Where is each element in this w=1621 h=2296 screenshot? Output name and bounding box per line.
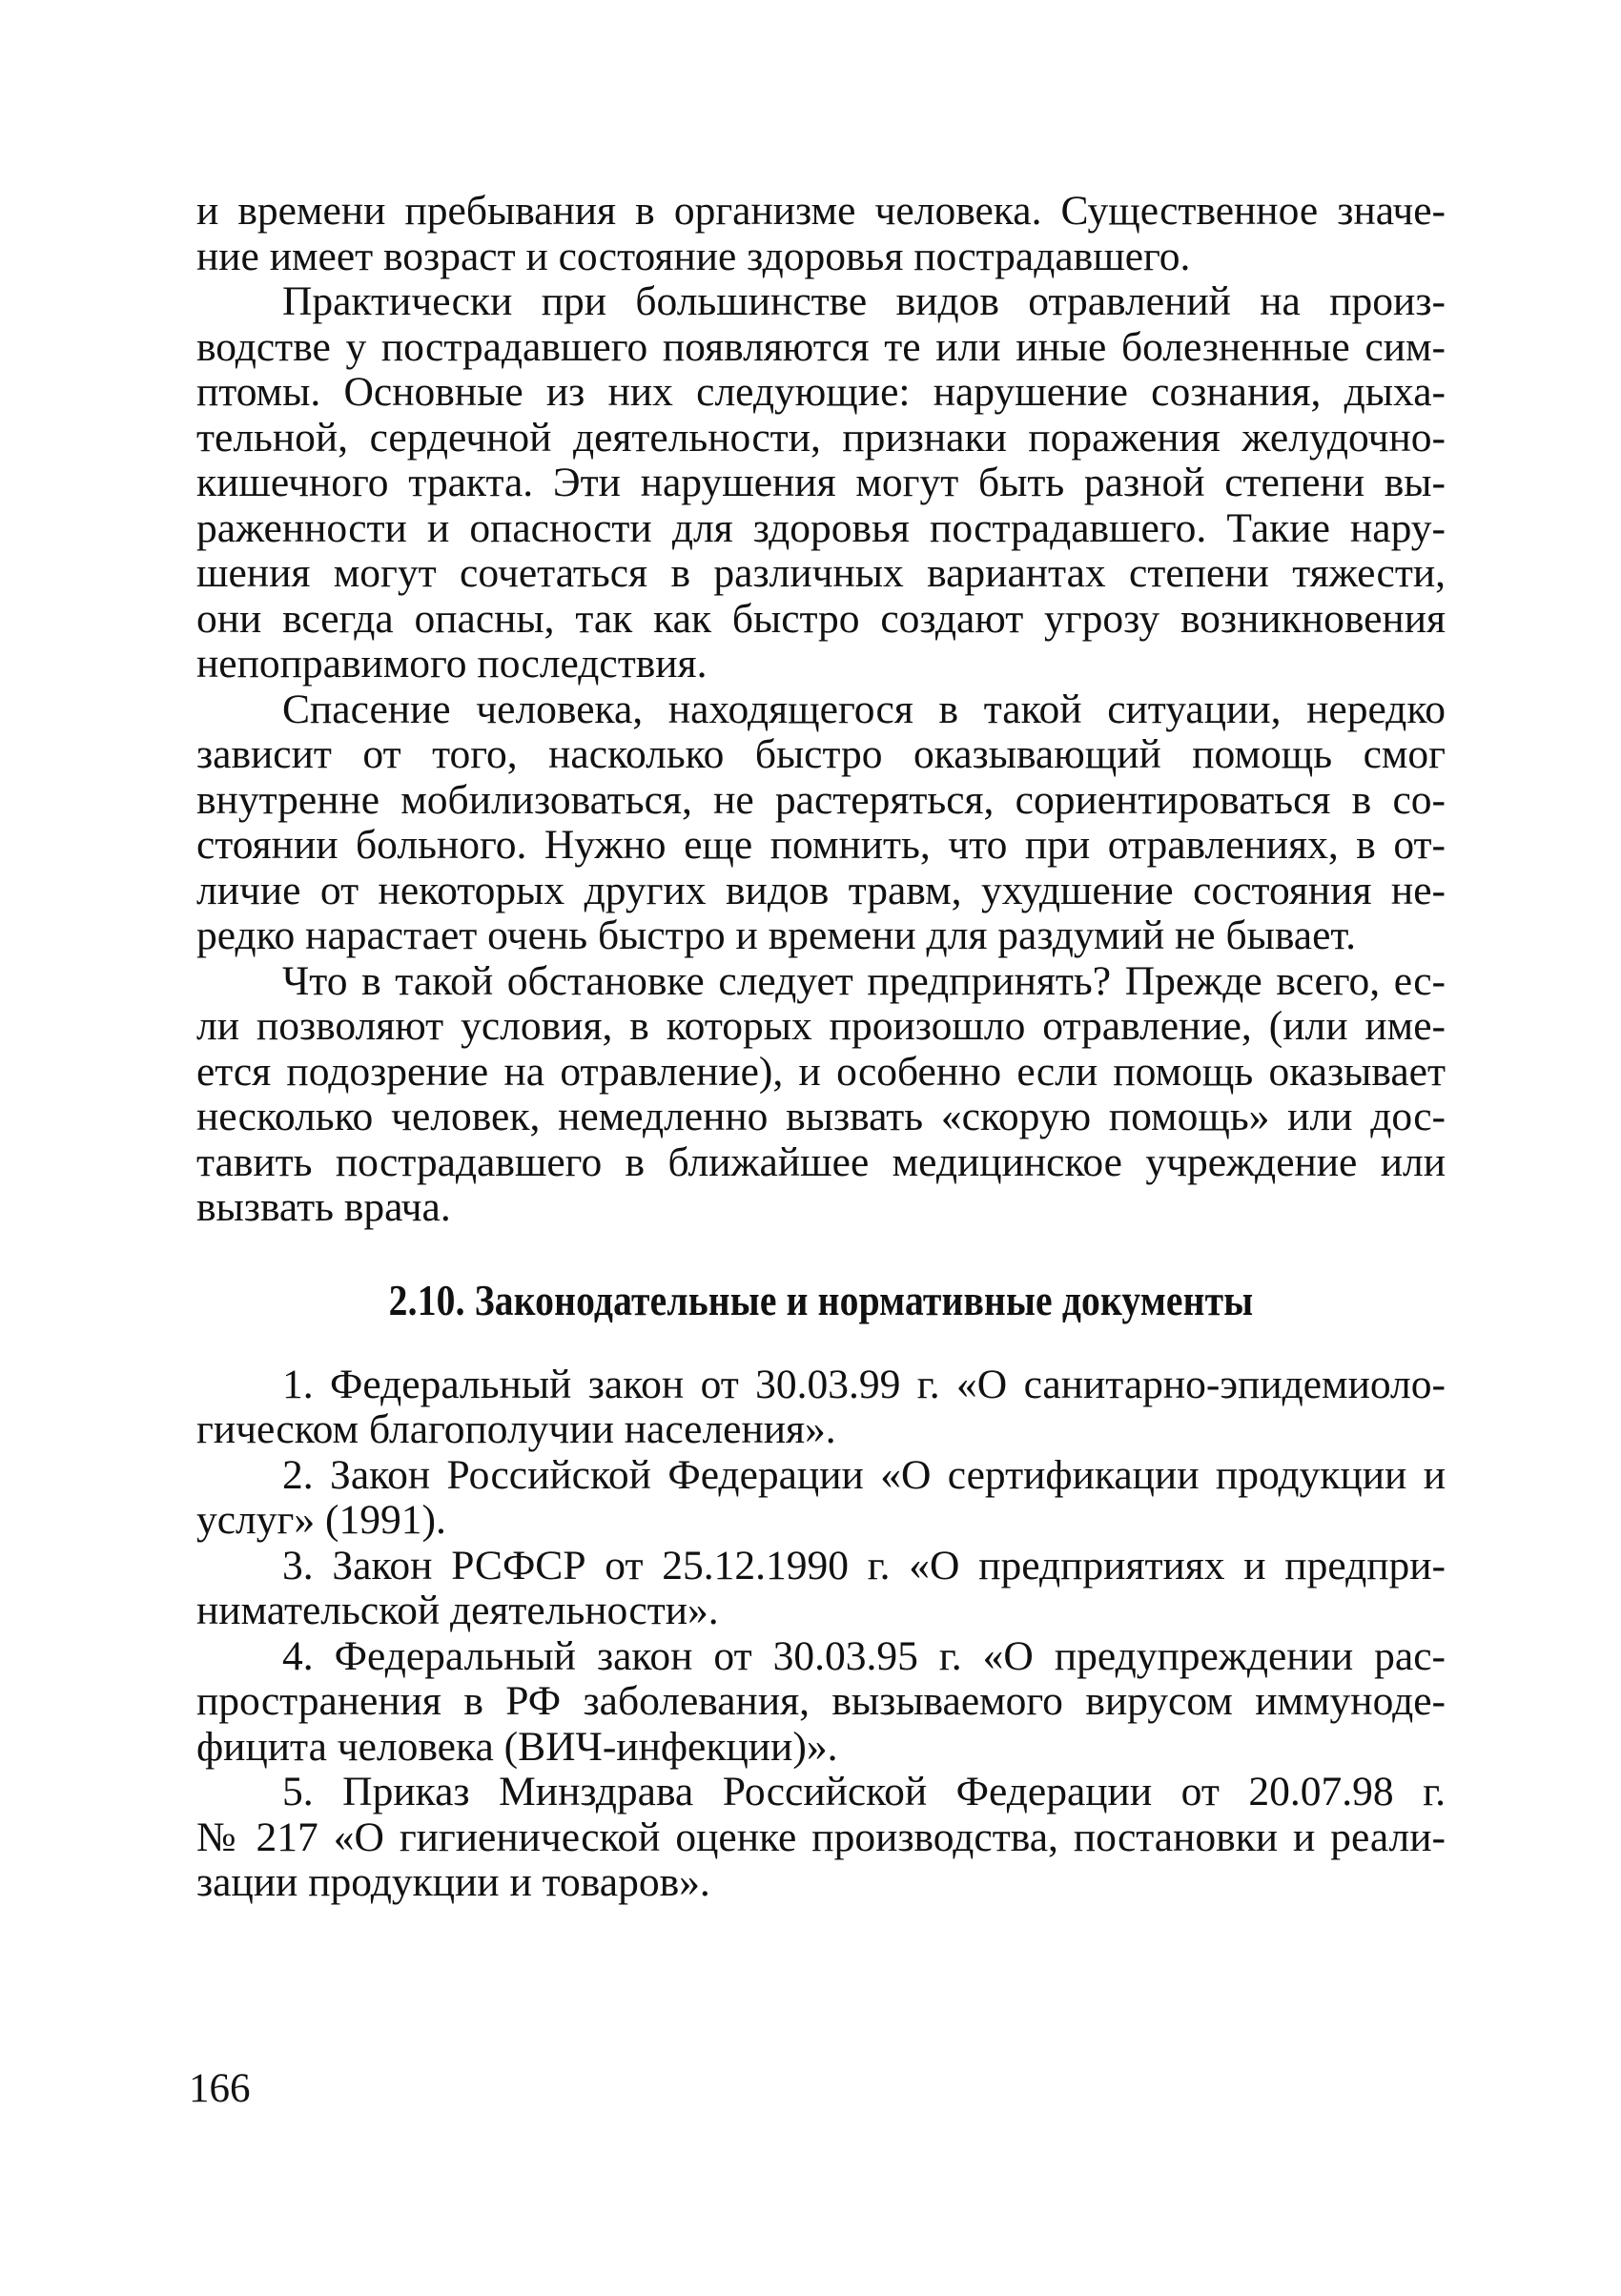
- list-item: [196, 1770, 1446, 1906]
- text-line: 2. Закон Российской Федерации «О сертификации продукции и: [282, 1451, 1446, 1498]
- text-line: 4. Федеральный закон от 30.03.95 г. «О предупреждении рас-: [282, 1632, 1446, 1679]
- text-line: Спасение человека, находящегося в такой ситуации, нередко: [282, 686, 1446, 732]
- page-number: 166: [189, 2066, 251, 2111]
- text-line: нимательской деятельности».: [196, 1588, 719, 1633]
- text-line: раженности и опасности для здоровья пострадавшего. Такие нару-: [196, 504, 1446, 551]
- text-line: ние имеет возраст и состояние здоровья пострадавшего.: [196, 233, 1191, 279]
- text-line: 1. Федеральный закон от 30.03.99 г. «О санитарно-эпидемиоло-: [282, 1361, 1446, 1407]
- text-line: кишечного тракта. Эти нарушения могут быть разной степени вы-: [196, 460, 1446, 505]
- paragraph: [196, 189, 1446, 279]
- list-item: [196, 1634, 1446, 1771]
- text-line: Что в такой обстановке следует предпринять? Прежде всего, ес-: [282, 957, 1446, 1004]
- text-line: фицита человека (ВИЧ-инфекции)».: [196, 1723, 838, 1770]
- text-line: зависит от того, насколько быстро оказывающий помощь смог: [196, 731, 1446, 777]
- text-line: Практически при большинстве видов отравлений на произ-: [282, 278, 1446, 324]
- text-line: непоправимого последствия.: [196, 641, 708, 687]
- text-line: тельной, сердечной деятельности, признаки поражения желудочно-: [196, 414, 1446, 461]
- text-line: услуг» (1991).: [196, 1497, 446, 1543]
- text-line: тавить пострадавшего в ближайшее медицинское учреждение или: [196, 1138, 1446, 1185]
- text-line: редко нарастает очень быстро и времени для раздумий не бывает.: [196, 912, 1357, 958]
- page-body: [196, 189, 1446, 1906]
- text-line: птомы. Основные из них следующие: нарушение сознания, дыха-: [196, 369, 1446, 415]
- text-line: № 217 «О гигиенической оценке производства, постановки и реали-: [196, 1814, 1446, 1860]
- text-line: пространения в РФ заболевания, вызываемого вирусом иммуноде-: [196, 1678, 1446, 1724]
- list-item: [196, 1363, 1446, 1453]
- section-heading: 2.10. Законодательные и нормативные документы: [388, 1275, 1254, 1324]
- text-line: вызвать врача.: [196, 1184, 451, 1230]
- paragraph: [196, 279, 1446, 687]
- text-line: ется подозрение на отравление), и особенно если помощь оказывает: [196, 1048, 1446, 1095]
- text-line: зации продукции и товаров».: [196, 1859, 710, 1905]
- paragraph: [196, 959, 1446, 1231]
- text-line: шения могут сочетаться в различных вариантах степени тяжести,: [196, 550, 1446, 596]
- text-line: ли позволяют условия, в которых произошло отравление, (или име-: [196, 1003, 1446, 1049]
- text-line: внутренне мобилизоваться, не растеряться, сориентироваться в со-: [196, 776, 1446, 823]
- list-item: [196, 1544, 1446, 1634]
- text-line: они всегда опасны, так как быстро создают угрозу возникновения: [196, 595, 1446, 642]
- text-line: несколько человек, немедленно вызвать «скорую помощь» или дос-: [196, 1094, 1446, 1139]
- text-line: личие от некоторых других видов травм, ухудшение состояния не-: [196, 867, 1446, 913]
- text-line: водстве у пострадавшего появляются те или иные болезненные сим-: [196, 323, 1446, 370]
- paragraph: [196, 687, 1446, 959]
- text-line: 5. Приказ Минздрава Российской Федерации от 20.07.98 г.: [282, 1769, 1446, 1814]
- text-line: и времени пребывания в организме человека. Существенное значе-: [196, 188, 1446, 234]
- text-line: 3. Закон РСФСР от 25.12.1990 г. «О предприятиях и предпри-: [282, 1542, 1446, 1589]
- text-line: гическом благополучии населения».: [196, 1406, 836, 1452]
- text-line: стоянии больного. Нужно еще помнить, что при отравлениях, в от-: [196, 822, 1446, 868]
- list-item: [196, 1453, 1446, 1544]
